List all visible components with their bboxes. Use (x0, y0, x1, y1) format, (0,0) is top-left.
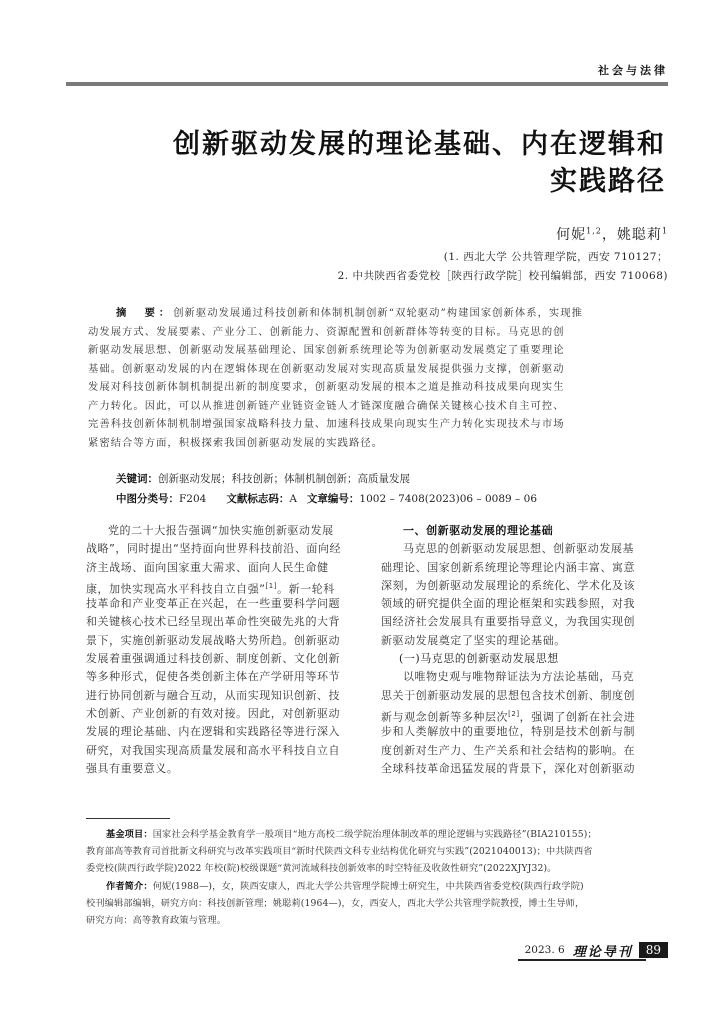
body-line: 术创新、产业创新的有效对接。因此，对创新驱动 (86, 706, 341, 720)
body-line: 以唯物史观与唯物辩证法为方法论基础，马克 (403, 670, 634, 684)
issue-date: 2023. 6 (524, 944, 565, 956)
body-line: 济主战场、面向国家重大需求、面向人民生命健 (86, 560, 329, 574)
abstract-line (88, 304, 672, 323)
footnote-line (86, 826, 676, 843)
section-heading: 一、创新驱动发展的理论基础 (403, 524, 554, 537)
body-line: 国经济社会发展具有重要指导意义，为我国实现创 (381, 615, 636, 629)
footnote-line: 教育部高等教育司首批新文科研究与改革实践项目“新时代陕西文科专业结构优化研究与实践”(2021040013)；中共陕西省 (86, 846, 593, 858)
abstract-line: 发展对科技创新体制机制提出新的制度要求，创新驱动发展的根本之道是推动科技成果向现实生 (88, 381, 565, 393)
body-line: 深刻，为创新驱动发展理论的系统化、学术化及该 (381, 578, 636, 592)
body-line: 发展的理论基础、内在逻辑和实践路径等进行深入 (86, 725, 341, 739)
fund-text: 国家社会科学基金教育学一般项目“地方高校二级学院治理体制改革的理论逻辑与实践路径”(BIA210155)； (152, 829, 597, 840)
author-bio-label: 作者简介： (106, 880, 153, 892)
author-name: 姚聪莉 (616, 227, 662, 243)
body-column-right (381, 522, 671, 778)
footnote-line (86, 878, 676, 895)
body-column-left (86, 522, 366, 778)
abstract-line: 新驱动发展思想、创新驱动发展基础理论、国家创新系统理论等为创新驱动发展奠定了重要理论 (88, 344, 565, 356)
body-line: 础理论、国家创新系统理论等理论内涵丰富、寓意 (381, 560, 636, 574)
classification (116, 491, 537, 506)
author-affiliation-mark: 1,2 (586, 226, 602, 236)
page-number: 89 (639, 942, 668, 958)
article-number-label: 文章编号： (306, 493, 360, 505)
abstract-line: 完善科技创新体制机制增强国家战略科技力量、加速科技成果向现实生产力转化实现技术与市场 (88, 418, 565, 430)
abstract-line: 紧密结合等方面，积极探索我国创新驱动发展的实践路径。 (88, 436, 384, 449)
keywords-value: 创新驱动发展；科技创新；体制机制创新；高质量发展 (158, 473, 410, 485)
body-line: 技革命和产业变革正在兴起，在一些重要科学问题 (86, 597, 341, 611)
abstract-label: 摘 要： (116, 307, 174, 319)
body-line: 研究，对我国实现高质量发展和高水平科技自立自 (86, 743, 341, 757)
body-line: 思关于创新驱动发展的思想包含技术创新、制度创 (381, 688, 636, 702)
clc-value: F204 (179, 493, 207, 505)
affiliation-1: (1. 西北大学 公共管理学院，西安 710127； (443, 251, 668, 263)
keywords-label: 关键词： (116, 473, 158, 485)
body-line: 强具有重要意义。 (86, 761, 179, 775)
footnote-rule (86, 818, 170, 819)
body-line: 度创新对生产力、生产关系和社会结构的影响。在 (381, 743, 636, 757)
citation-ref[interactable]: [2] (508, 709, 520, 718)
body-line: 发展着重强调通过科技创新、制度创新、文化创新 (86, 652, 341, 666)
subsection-heading: (一)马克思的创新驱动发展思想 (399, 652, 559, 666)
body-line: 战略”，同时提出“坚持面向世界科技前沿、面向经 (86, 542, 342, 556)
body-line: 景下，实施创新驱动发展战略大势所趋。创新驱动 (86, 633, 341, 647)
body-line (86, 577, 366, 595)
author-bio-text: 何妮(1988—)，女，陕西安康人，西北大学公共管理学院博士研究生，中共陕西省委党校(陕西行政学院) (152, 880, 584, 892)
body-line: 全球科技革命迅猛发展的背景下，深化对创新驱动 (381, 761, 636, 775)
author-separator: ， (601, 227, 617, 243)
keywords (116, 471, 410, 486)
article-title-line-1: 创新驱动发展的理论基础、内在逻辑和 (173, 129, 666, 160)
body-line: 党的二十大报告强调“加快实施创新驱动发展 (108, 524, 334, 537)
journal-name: 理论导刊 (572, 944, 633, 960)
fund-label: 基金项目： (106, 829, 153, 840)
page-footer (525, 940, 668, 960)
article-title-line-2: 实践路径 (550, 166, 666, 197)
article-number-value: 1002 – 7408(2023)06 – 0089 – 06 (359, 493, 537, 505)
body-line: 和关键核心技术已经呈现出革命性突破先兆的大背 (86, 615, 341, 629)
body-line: 新驱动发展奠定了坚实的理论基础。 (381, 633, 566, 647)
body-line: 步和人类解放中的重要地位，特别是技术创新与制 (381, 725, 636, 739)
doc-code-value: A (289, 493, 297, 505)
body-line: 领域的研究提供全面的理论框架和实践参照，对我 (381, 597, 636, 611)
footer-rule (518, 959, 646, 961)
body-line: 进行协同创新与融合互动，从而实现知识创新、技 (86, 688, 341, 702)
abstract-line: 基础。创新驱动发展的内在逻辑体现在创新驱动发展对实现高质量发展提供强力支撑，创新驱动 (88, 362, 565, 375)
clc-label: 中图分类号： (116, 493, 179, 505)
citation-ref[interactable]: [1] (265, 581, 278, 590)
footnote-line: 校刊编辑部编辑，研究方向：科技创新管理；姚聪莉(1964—)，女，西安人，西北大学公共管理学院教授，博士生导师， (86, 897, 585, 909)
authors (556, 224, 668, 244)
section-label: 社会与法律 (598, 64, 668, 77)
author-affiliation-mark: 1 (661, 226, 668, 236)
affiliation-2: 2. 中共陕西省委党校［陕西行政学院］校刊编辑部，西安 710068) (337, 270, 668, 282)
body-line: 马克思的创新驱动发展思想、创新驱动发展基 (403, 542, 634, 556)
author-name: 何妮 (556, 227, 587, 243)
body-line (381, 705, 671, 723)
body-line: 等多种形式，促使各类创新主体在产学研用等环节 (86, 670, 341, 684)
abstract-line: 产力转化。因此，可以从推进创新链产业链资金链人才链深度融合确保关键核心技术自主可控、 (88, 399, 565, 412)
body-text: 新与观念创新等多种层次 (381, 710, 509, 724)
footnotes (86, 826, 676, 929)
doc-code-label: 文献标志码： (226, 493, 290, 505)
footnote-line: 研究方向：高等教育政策与管理。 (86, 914, 227, 926)
body-text: 康，加快实现高水平科技自立自强” (86, 582, 266, 596)
body-text: 。新一轮科 (277, 582, 335, 596)
abstract-text: 创新驱动发展通过科技创新和体制机制创新“双轮驱动”构建国家创新体系，实现推 (173, 307, 583, 319)
header-rule (66, 82, 668, 86)
abstract (88, 304, 672, 452)
body-text: ，强调了创新在社会进 (519, 710, 636, 724)
abstract-line: 动发展方式、发展要素、产业分工、创新能力、资源配置和创新群体等转变的目标。马克思的创 (88, 325, 565, 338)
footnote-line: 委党校(陕西行政学院)2022 年校(院)校级课题“黄河流域科技创新效率的时空特征及收敛性研究”(2022XJYJ32)。 (86, 863, 557, 875)
